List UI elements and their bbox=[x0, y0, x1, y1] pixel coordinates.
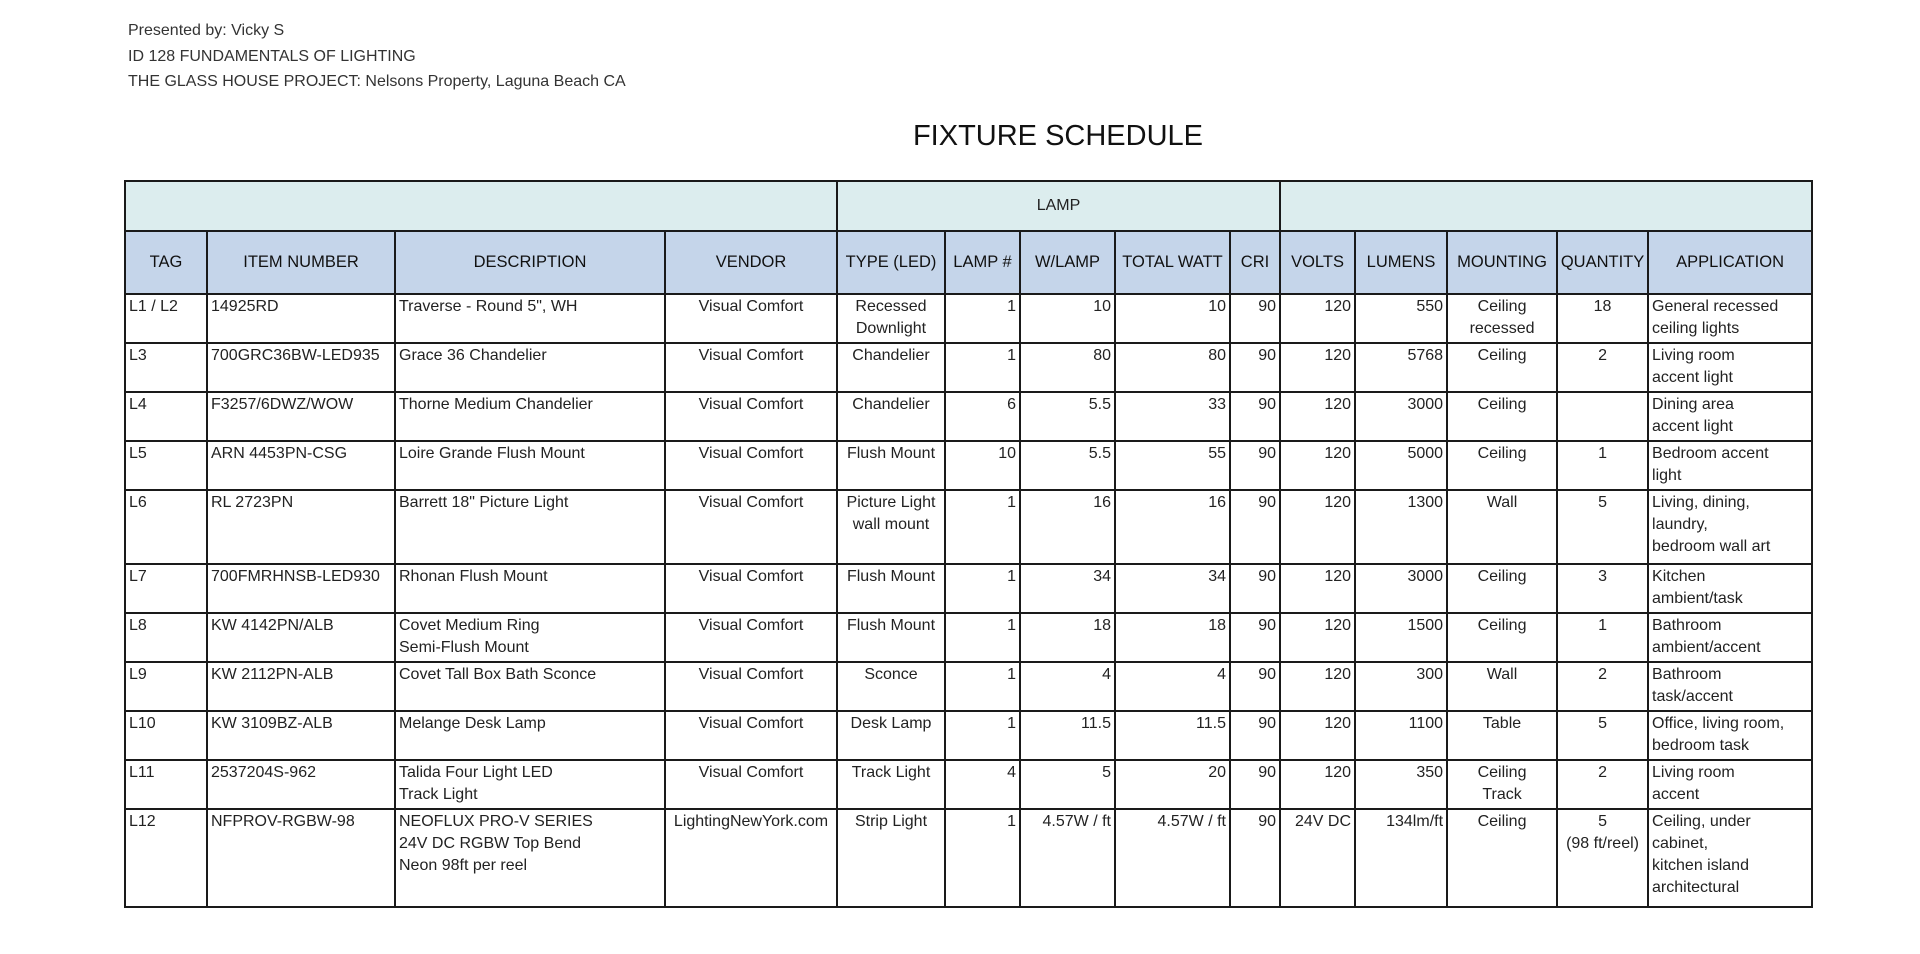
table-cell: 120 bbox=[1280, 760, 1355, 809]
group-header-row bbox=[125, 181, 1812, 231]
table-cell: L10 bbox=[125, 711, 207, 760]
table-cell: Melange Desk Lamp bbox=[395, 711, 665, 760]
table-cell: Wall bbox=[1447, 662, 1557, 711]
column-header: TAG bbox=[125, 231, 207, 294]
table-cell: Living room accent bbox=[1648, 760, 1812, 809]
table-row bbox=[125, 662, 1812, 711]
table-cell: 16 bbox=[1115, 490, 1230, 564]
table-cell: 2 bbox=[1557, 662, 1648, 711]
table-cell: 90 bbox=[1230, 343, 1280, 392]
table-cell: 700GRC36BW-LED935 bbox=[207, 343, 395, 392]
table-cell: 300 bbox=[1355, 662, 1447, 711]
table-cell: Visual Comfort bbox=[665, 613, 837, 662]
column-header: ITEM NUMBER bbox=[207, 231, 395, 294]
table-cell: 2 bbox=[1557, 343, 1648, 392]
table-cell: L5 bbox=[125, 441, 207, 490]
table-cell: 24V DC bbox=[1280, 809, 1355, 907]
table-row bbox=[125, 760, 1812, 809]
table-cell: 20 bbox=[1115, 760, 1230, 809]
table-cell: 10 bbox=[945, 441, 1020, 490]
table-cell: 1 bbox=[945, 662, 1020, 711]
table-cell: Ceiling bbox=[1447, 809, 1557, 907]
table-row bbox=[125, 441, 1812, 490]
table-cell: Visual Comfort bbox=[665, 760, 837, 809]
table-cell: 18 bbox=[1020, 613, 1115, 662]
table-cell: 1500 bbox=[1355, 613, 1447, 662]
table-cell: 18 bbox=[1115, 613, 1230, 662]
table-row bbox=[125, 294, 1812, 343]
table-cell: L8 bbox=[125, 613, 207, 662]
table-cell: 3 bbox=[1557, 564, 1648, 613]
table-cell: Visual Comfort bbox=[665, 662, 837, 711]
table-row bbox=[125, 564, 1812, 613]
table-cell: L7 bbox=[125, 564, 207, 613]
group-header-blank-right bbox=[1280, 181, 1812, 231]
table-cell: Living room accent light bbox=[1648, 343, 1812, 392]
table-cell: Ceiling, under cabinet, kitchen island architectural bbox=[1648, 809, 1812, 907]
table-cell: 1 bbox=[945, 343, 1020, 392]
table-cell: Talida Four Light LED Track Light bbox=[395, 760, 665, 809]
table-cell: 6 bbox=[945, 392, 1020, 441]
table-cell: 120 bbox=[1280, 490, 1355, 564]
group-header-blank-left bbox=[125, 181, 837, 231]
table-cell: 5 bbox=[1020, 760, 1115, 809]
table-cell: L6 bbox=[125, 490, 207, 564]
course-line: ID 128 FUNDAMENTALS OF LIGHTING bbox=[128, 47, 416, 65]
table-cell: 1 bbox=[1557, 613, 1648, 662]
table-cell: Office, living room, bedroom task bbox=[1648, 711, 1812, 760]
table-cell: F3257/6DWZ/WOW bbox=[207, 392, 395, 441]
table-cell: Visual Comfort bbox=[665, 294, 837, 343]
table-cell: Flush Mount bbox=[837, 564, 945, 613]
table-cell: KW 3109BZ-ALB bbox=[207, 711, 395, 760]
table-cell: Bathroom task/accent bbox=[1648, 662, 1812, 711]
table-cell: 3000 bbox=[1355, 564, 1447, 613]
table-cell: Bathroom ambient/accent bbox=[1648, 613, 1812, 662]
column-header: MOUNTING bbox=[1447, 231, 1557, 294]
table-cell: 5768 bbox=[1355, 343, 1447, 392]
column-header: QUANTITY bbox=[1557, 231, 1648, 294]
table-cell: 5.5 bbox=[1020, 392, 1115, 441]
table-cell: 3000 bbox=[1355, 392, 1447, 441]
table-cell: 90 bbox=[1230, 392, 1280, 441]
table-cell: 1 bbox=[945, 809, 1020, 907]
table-cell: Strip Light bbox=[837, 809, 945, 907]
table-row bbox=[125, 711, 1812, 760]
table-cell: 11.5 bbox=[1020, 711, 1115, 760]
table-cell: 120 bbox=[1280, 441, 1355, 490]
table-cell: 80 bbox=[1020, 343, 1115, 392]
table-cell: 1300 bbox=[1355, 490, 1447, 564]
table-cell: 350 bbox=[1355, 760, 1447, 809]
table-cell: LightingNewYork.com bbox=[665, 809, 837, 907]
table-cell: Visual Comfort bbox=[665, 441, 837, 490]
table-cell: 90 bbox=[1230, 711, 1280, 760]
table-cell: 5 bbox=[1557, 711, 1648, 760]
table-cell: Visual Comfort bbox=[665, 490, 837, 564]
table-cell: Dining area accent light bbox=[1648, 392, 1812, 441]
table-cell: Barrett 18" Picture Light bbox=[395, 490, 665, 564]
table-cell: Visual Comfort bbox=[665, 392, 837, 441]
table-cell: 1 bbox=[945, 294, 1020, 343]
table-cell: 5 (98 ft/reel) bbox=[1557, 809, 1648, 907]
table-cell: KW 4142PN/ALB bbox=[207, 613, 395, 662]
column-header: LUMENS bbox=[1355, 231, 1447, 294]
table-cell: KW 2112PN-ALB bbox=[207, 662, 395, 711]
table-cell: Ceiling bbox=[1447, 392, 1557, 441]
table-cell: 1100 bbox=[1355, 711, 1447, 760]
table-cell: Chandelier bbox=[837, 392, 945, 441]
table-cell: 90 bbox=[1230, 441, 1280, 490]
table-cell: 14925RD bbox=[207, 294, 395, 343]
table-cell: Visual Comfort bbox=[665, 564, 837, 613]
table-cell: ARN 4453PN-CSG bbox=[207, 441, 395, 490]
table-cell: 34 bbox=[1020, 564, 1115, 613]
column-header: TOTAL WATT bbox=[1115, 231, 1230, 294]
table-cell: 1 bbox=[945, 564, 1020, 613]
presenter-line: Presented by: Vicky S bbox=[128, 22, 285, 39]
column-header: W/LAMP bbox=[1020, 231, 1115, 294]
table-cell: Ceiling bbox=[1447, 564, 1557, 613]
table-cell: 120 bbox=[1280, 613, 1355, 662]
column-header: APPLICATION bbox=[1648, 231, 1812, 294]
table-cell: 1 bbox=[945, 711, 1020, 760]
table-cell: Covet Tall Box Bath Sconce bbox=[395, 662, 665, 711]
table-cell: NEOFLUX PRO-V SERIES 24V DC RGBW Top Bend Neon 98ft per reel bbox=[395, 809, 665, 907]
table-cell: Loire Grande Flush Mount bbox=[395, 441, 665, 490]
table-cell: 2 bbox=[1557, 760, 1648, 809]
table-cell: Table bbox=[1447, 711, 1557, 760]
page-title: FIXTURE SCHEDULE bbox=[912, 120, 1204, 152]
table-cell: 700FMRHNSB-LED930 bbox=[207, 564, 395, 613]
table-cell: 10 bbox=[1020, 294, 1115, 343]
table-cell: L3 bbox=[125, 343, 207, 392]
table-cell: Living, dining, laundry, bedroom wall art bbox=[1648, 490, 1812, 564]
table-cell: 90 bbox=[1230, 564, 1280, 613]
table-cell: 4 bbox=[1115, 662, 1230, 711]
table-cell: Flush Mount bbox=[837, 441, 945, 490]
table-cell: 134lm/ft bbox=[1355, 809, 1447, 907]
table-cell: RL 2723PN bbox=[207, 490, 395, 564]
table-cell: Sconce bbox=[837, 662, 945, 711]
table-row bbox=[125, 343, 1812, 392]
table-cell: 1 bbox=[945, 613, 1020, 662]
group-header-lamp: LAMP bbox=[837, 181, 1280, 231]
table-row bbox=[125, 809, 1812, 907]
table-cell: L1 / L2 bbox=[125, 294, 207, 343]
table-cell: 1 bbox=[1557, 441, 1648, 490]
table-cell: Visual Comfort bbox=[665, 711, 837, 760]
table-cell: 90 bbox=[1230, 760, 1280, 809]
table-cell: Ceiling bbox=[1447, 441, 1557, 490]
column-header: VENDOR bbox=[665, 231, 837, 294]
table-cell: 18 bbox=[1557, 294, 1648, 343]
table-cell: 120 bbox=[1280, 392, 1355, 441]
table-cell: 90 bbox=[1230, 294, 1280, 343]
table-cell: 80 bbox=[1115, 343, 1230, 392]
table-cell: 550 bbox=[1355, 294, 1447, 343]
table-cell: Picture Light wall mount bbox=[837, 490, 945, 564]
table-cell: Visual Comfort bbox=[665, 343, 837, 392]
table-cell: NFPROV-RGBW-98 bbox=[207, 809, 395, 907]
table-cell: Ceiling Track bbox=[1447, 760, 1557, 809]
table-cell: 34 bbox=[1115, 564, 1230, 613]
table-cell: Bedroom accent light bbox=[1648, 441, 1812, 490]
table-cell: L11 bbox=[125, 760, 207, 809]
table-cell: 55 bbox=[1115, 441, 1230, 490]
table-cell: Kitchen ambient/task bbox=[1648, 564, 1812, 613]
column-header: DESCRIPTION bbox=[395, 231, 665, 294]
table-cell: 90 bbox=[1230, 490, 1280, 564]
table-cell: 1 bbox=[945, 490, 1020, 564]
table-cell: 120 bbox=[1280, 294, 1355, 343]
table-cell: 16 bbox=[1020, 490, 1115, 564]
table-cell: Rhonan Flush Mount bbox=[395, 564, 665, 613]
table-cell: L12 bbox=[125, 809, 207, 907]
table-cell: L9 bbox=[125, 662, 207, 711]
table-cell: Wall bbox=[1447, 490, 1557, 564]
column-header: TYPE (LED) bbox=[837, 231, 945, 294]
column-header: CRI bbox=[1230, 231, 1280, 294]
table-cell bbox=[1557, 392, 1648, 441]
table-cell: Desk Lamp bbox=[837, 711, 945, 760]
table-cell: Ceiling bbox=[1447, 613, 1557, 662]
table-cell: 120 bbox=[1280, 343, 1355, 392]
table-cell: 120 bbox=[1280, 564, 1355, 613]
table-cell: Chandelier bbox=[837, 343, 945, 392]
column-header: VOLTS bbox=[1280, 231, 1355, 294]
column-header: LAMP # bbox=[945, 231, 1020, 294]
table-cell: 4.57W / ft bbox=[1115, 809, 1230, 907]
table-cell: 4.57W / ft bbox=[1020, 809, 1115, 907]
table-cell: General recessed ceiling lights bbox=[1648, 294, 1812, 343]
table-row bbox=[125, 613, 1812, 662]
header-info bbox=[128, 18, 626, 95]
table-cell: L4 bbox=[125, 392, 207, 441]
table-cell: Ceiling bbox=[1447, 343, 1557, 392]
table-cell: 33 bbox=[1115, 392, 1230, 441]
table-cell: Flush Mount bbox=[837, 613, 945, 662]
table-cell: Thorne Medium Chandelier bbox=[395, 392, 665, 441]
table-cell: 120 bbox=[1280, 662, 1355, 711]
table-cell: 90 bbox=[1230, 613, 1280, 662]
column-header-row bbox=[125, 231, 1812, 294]
table-cell: 4 bbox=[945, 760, 1020, 809]
table-cell: Recessed Downlight bbox=[837, 294, 945, 343]
table-cell: 2537204S-962 bbox=[207, 760, 395, 809]
table-cell: 90 bbox=[1230, 809, 1280, 907]
table-cell: 10 bbox=[1115, 294, 1230, 343]
table-cell: 11.5 bbox=[1115, 711, 1230, 760]
table-cell: 4 bbox=[1020, 662, 1115, 711]
table-cell: 90 bbox=[1230, 662, 1280, 711]
table-cell: 5.5 bbox=[1020, 441, 1115, 490]
table-row bbox=[125, 392, 1812, 441]
table-cell: 5000 bbox=[1355, 441, 1447, 490]
table-cell: Ceiling recessed bbox=[1447, 294, 1557, 343]
schedule-body bbox=[125, 294, 1812, 907]
fixture-schedule-table bbox=[124, 180, 1813, 908]
table-row bbox=[125, 490, 1812, 564]
table-cell: Grace 36 Chandelier bbox=[395, 343, 665, 392]
table-cell: 5 bbox=[1557, 490, 1648, 564]
table-cell: 120 bbox=[1280, 711, 1355, 760]
table-cell: Covet Medium Ring Semi-Flush Mount bbox=[395, 613, 665, 662]
project-line: THE GLASS HOUSE PROJECT: Nelsons Property, Laguna Beach CA bbox=[128, 73, 626, 90]
table-cell: Track Light bbox=[837, 760, 945, 809]
table-cell: Traverse - Round 5", WH bbox=[395, 294, 665, 343]
